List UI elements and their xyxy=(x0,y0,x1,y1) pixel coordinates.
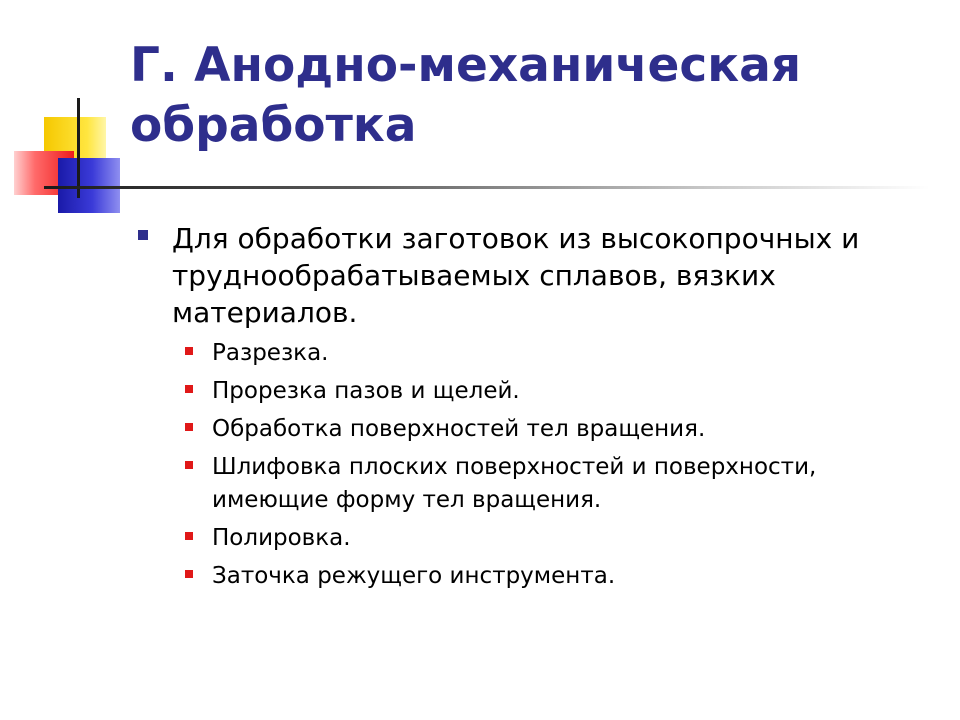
square-bullet-icon xyxy=(185,347,193,355)
main-bullet-item xyxy=(132,220,922,331)
sub-bullet-text: Разрезка. xyxy=(212,340,329,366)
vertical-rule xyxy=(77,98,80,198)
slide-content xyxy=(132,220,922,598)
square-bullet-icon xyxy=(185,385,193,393)
sub-bullet-item xyxy=(132,375,922,408)
square-bullet-icon xyxy=(185,532,193,540)
main-bullet-text: Для обработки заготовок из высокопрочных и труднообрабатываемых сплавов, вязких материалов. xyxy=(172,222,860,329)
square-bullet-icon xyxy=(185,570,193,578)
sub-bullet-text: Заточка режущего инструмента. xyxy=(212,563,616,589)
sub-bullet-text: Прорезка пазов и щелей. xyxy=(212,378,520,404)
sub-bullet-text: Полировка. xyxy=(212,525,351,551)
sub-bullet-text: Обработка поверхностей тел вращения. xyxy=(212,416,706,442)
sub-bullet-item xyxy=(132,451,922,517)
sub-bullet-item xyxy=(132,560,922,593)
sub-bullet-item xyxy=(132,413,922,446)
slide-title: Г. Анодно-механическая обработка xyxy=(130,38,802,153)
square-bullet-icon xyxy=(185,461,193,469)
sub-bullet-item xyxy=(132,522,922,555)
square-bullet-icon xyxy=(185,423,193,431)
square-bullet-icon xyxy=(138,230,148,240)
title-underline xyxy=(44,186,930,189)
sub-bullet-text: Шлифовка плоских поверхностей и поверхности, имеющие форму тел вращения. xyxy=(212,454,817,513)
sub-bullet-item xyxy=(132,337,922,370)
